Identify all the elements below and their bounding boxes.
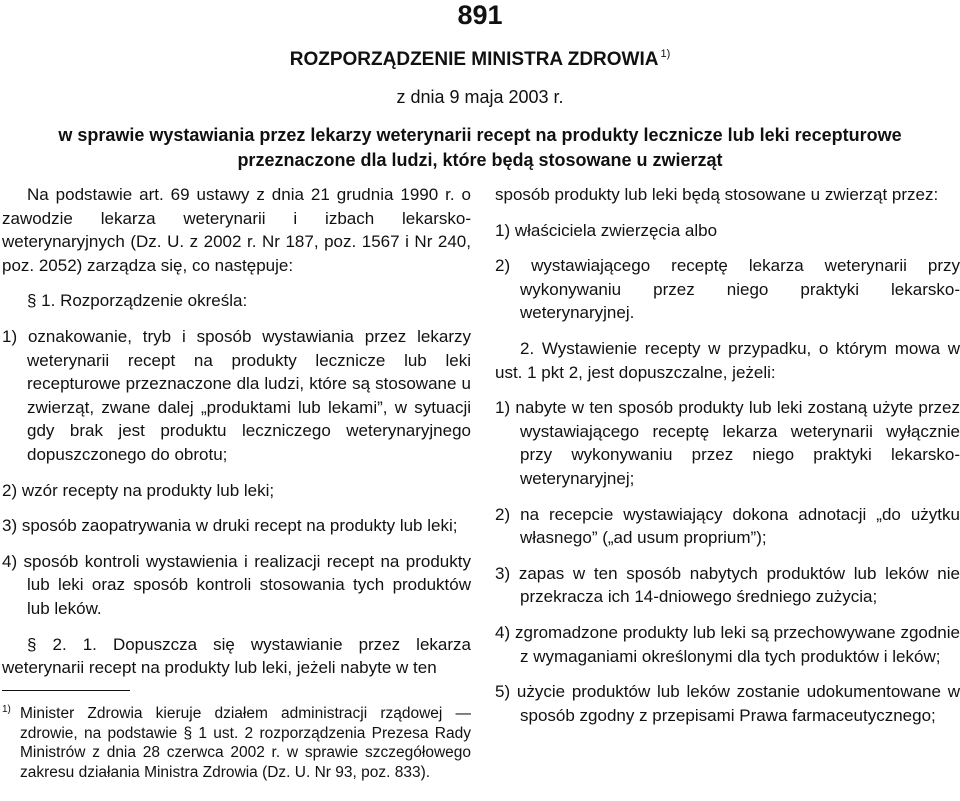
right-column	[495, 183, 960, 727]
section-2-paragraph: § 2. 1. Dopuszcza się wystawianie przez lekarza weterynarii recept na produkty lub leki, jeżeli nabyte w ten	[2, 634, 471, 678]
section-2-continuation: sposób produkty lub leki będą stosowane u zwierząt przez:	[495, 185, 939, 204]
condition-item-5: 5) użycie produktów lub leków zostanie udokumentowane w sposób zgodny z przepisami Prawa farmaceutycznego;	[495, 682, 960, 725]
section-1-item-2: 2) wzór recepty na produkty lub leki;	[2, 480, 275, 500]
title-footnote-mark: 1)	[660, 48, 671, 60]
condition-item-3: 3) zapas w ten sposób nabytych produktów lub leków nie przekracza ich 14-dniowego średniego zużycia;	[495, 563, 960, 607]
preamble: Na podstawie art. 69 ustawy z dnia 21 grudnia 1990 r. o zawodzie lekarza weterynarii i izbach lekarsko-weterynaryjnych (Dz. U. z 2002 r. Nr 187, poz. 1567 i Nr 240, poz. 2052) zarządza się, co następuje:	[2, 185, 471, 275]
subject-line-2: przeznaczone dla ludzi, które będą stosowane u zwierząt	[237, 150, 723, 170]
left-column	[2, 183, 471, 680]
section-1-item-1: 1) oznakowanie, tryb i sposób wystawiania przez lekarzy weterynarii recept na produkty lecznicze lub leki recepturowe przeznaczone dla ludzi, które są stosowane u zwierząt, zwane dalej „produktami lub lekami”, w sytuacji gdy brak jest produktu leczniczego weterynaryjnego dopuszczonego do obrotu;	[2, 326, 471, 464]
footnote-divider	[2, 690, 130, 691]
condition-item-4: 4) zgromadzone produkty lub leki są przechowywane zgodnie z wymaganiami określonymi dla tych produktów i leków;	[495, 622, 960, 666]
section-1-item-4: 4) sposób kontroli wystawienia i realizacji recept na produkty lub leki oraz sposób kontroli stosowania tych produktów lub leków.	[2, 551, 471, 618]
document-date: z dnia 9 maja 2003 r.	[396, 87, 564, 107]
section-2-item-1: 1) właściciela zwierzęcia albo	[495, 220, 718, 240]
section-2-paragraph-2: 2. Wystawienie recepty w przypadku, o którym mowa w ust. 1 pkt 2, jest dopuszczalne, jeżeli:	[495, 338, 960, 382]
condition-item-1: 1) nabyte w ten sposób produkty lub leki zostaną użyte przez wystawiającego receptę lekarza weterynarii wyłącznie przy wykonywaniu przez niego praktyki lekarsko-weterynaryjnej;	[495, 398, 960, 488]
page-number: 891	[457, 0, 503, 30]
section-2-item-2: 2) wystawiającego receptę lekarza weterynarii przy wykonywaniu przez niego praktyki lekarsko-weterynaryjnej.	[495, 256, 960, 323]
condition-item-2: 2) na recepcie wystawiający dokona adnotacji „do użytku własnego” („ad usum proprium”);	[495, 504, 960, 548]
footnote-text: Minister Zdrowia kieruje działem administracji rządowej — zdrowie, na podstawie § 1 ust. 2 rozporządzenia Prezesa Rady Ministrów z dnia 28 czerwca 2002 r. w sprawie szczegółowego zakresu działania Ministra Zdrowia (Dz. U. Nr 93, poz. 833).	[20, 705, 471, 781]
footnote-mark: 1)	[2, 704, 11, 715]
document-subject	[25, 123, 935, 173]
document-title	[0, 41, 960, 73]
subject-line-1: w sprawie wystawiania przez lekarzy weterynarii recept na produkty lecznicze lub leki recepturowe	[58, 125, 902, 145]
section-1-heading: § 1. Rozporządzenie określa:	[27, 291, 248, 311]
footnote	[2, 704, 471, 782]
section-1-item-3: 3) sposób zaopatrywania w druki recept na produkty lub leki;	[2, 516, 458, 536]
title-text: ROZPORZĄDZENIE MINISTRA ZDROWIA	[289, 49, 659, 70]
